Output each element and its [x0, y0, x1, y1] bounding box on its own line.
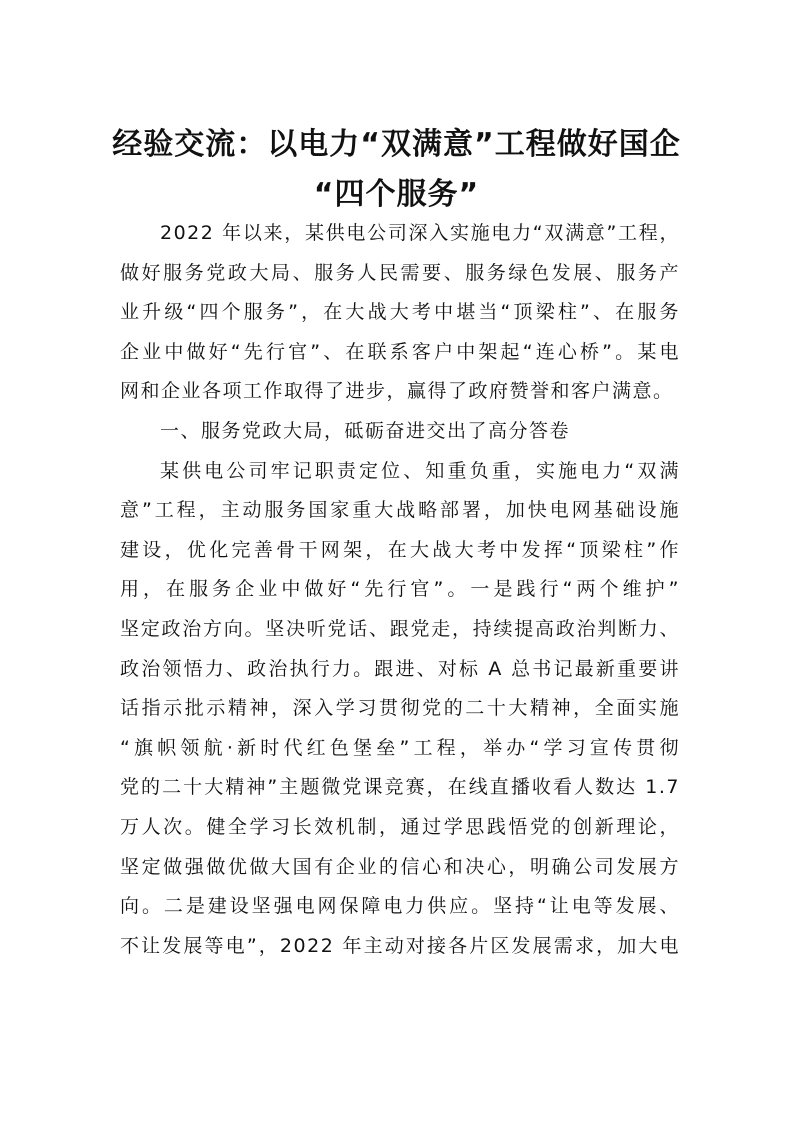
paragraph-2-line-4: 用，在服务企业中做好“先行官”。一是践行“两个维护”: [120, 578, 680, 601]
title-line-2: “四个服务”: [313, 177, 480, 212]
paragraph-2-line-1: 某供电公司牢记职责定位、知重负重，实施电力“双满: [160, 459, 680, 482]
paragraph-1-line-2: 做好服务党政大局、服务人民需要、服务绿色发展、服务产: [120, 261, 680, 284]
title-line-1: 经验交流：以电力“双满意”工程做好国企: [112, 127, 681, 162]
paragraph-1-line-5: 网和企业各项工作取得了进步，赢得了政府赞誉和客户满意。: [120, 380, 674, 403]
paragraph-2-line-5: 坚定政治方向。坚决听党话、跟党走，持续提高政治判断力、: [120, 617, 680, 640]
paragraph-1-line-3: 业升级“四个服务”，在大战大考中堪当“顶梁柱”、在服务: [120, 301, 680, 324]
paragraph-2-line-2: 意”工程，主动服务国家重大战略部署，加快电网基础设施: [120, 499, 680, 522]
paragraph-2-line-13: 不让发展等电”，2022 年主动对接各片区发展需求，加大电: [120, 934, 680, 957]
paragraph-1-line-1: 2022 年以来，某供电公司深入实施电力“双满意”工程，: [160, 222, 680, 244]
document-body: [120, 214, 680, 966]
paragraph-2-line-7: 话指示批示精神，深入学习贯彻党的二十大精神，全面实施: [120, 697, 680, 720]
paragraph-2-line-8: “旗帜领航·新时代红色堡垒”工程，举办“学习宣传贯彻: [120, 736, 680, 759]
paragraph-2-line-6: 政治领悟力、政治执行力。跟进、对标 A 总书记最新重要讲: [120, 657, 680, 680]
paragraph-2-line-12: 向。二是建设坚强电网保障电力供应。坚持“让电等发展、: [120, 895, 680, 918]
paragraph-2-line-9: 党的二十大精神”主题微党课竞赛，在线直播收看人数达 1.7: [120, 776, 680, 799]
document-title: [110, 120, 683, 220]
paragraph-2-line-10: 万人次。健全学习长效机制，通过学思践悟党的创新理论，: [120, 815, 680, 838]
section-heading-1: 一、服务党政大局，砥砺奋进交出了高分答卷: [160, 419, 571, 442]
paragraph-1-line-4: 企业中做好“先行官”、在联系客户中架起“连心桥”。某电: [120, 340, 680, 363]
paragraph-2-line-3: 建设，优化完善骨干网架，在大战大考中发挥“顶梁柱”作: [120, 538, 680, 561]
paragraph-2-line-11: 坚定做强做优做大国有企业的信心和决心，明确公司发展方: [120, 855, 680, 878]
